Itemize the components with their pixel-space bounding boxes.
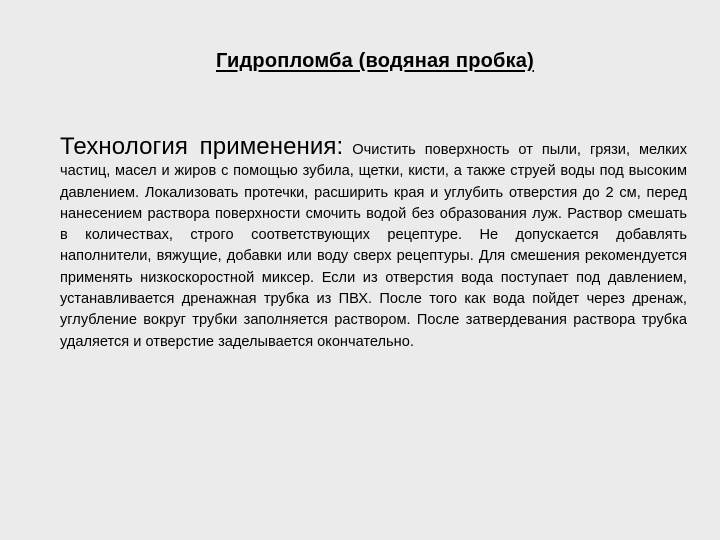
slide-title: Гидропломба (водяная пробка) [215,50,534,72]
body-paragraph [60,133,687,353]
body-text: Очистить поверхность от пыли, грязи, мелких частиц, масел и жиров с помощью зубила, щетки, кисти, а также струей воды под высоким давлением. Локализовать протечки, расширить края и углубить отверстия до 2 см, перед нанесением раствора поверхности смочить водой без образования луж. Раствор смешать в количествах, строго соответствующих рецептуре. Не допускается добавлять наполнители, вяжущие, добавки или воду сверх рецептуры. Для смешения рекомендуется применять низкоскоростной миксер. Если из отверстия вода поступает под давлением, устанавливается дренажная трубка из ПВХ. После того как вода пойдет через дренаж, углубление вокруг трубки заполняется раствором. После затвердевания раствора трубка удаляется и отверстие заделывается окончательно. [60,142,687,350]
lead-label: Технология применения: [60,133,344,160]
